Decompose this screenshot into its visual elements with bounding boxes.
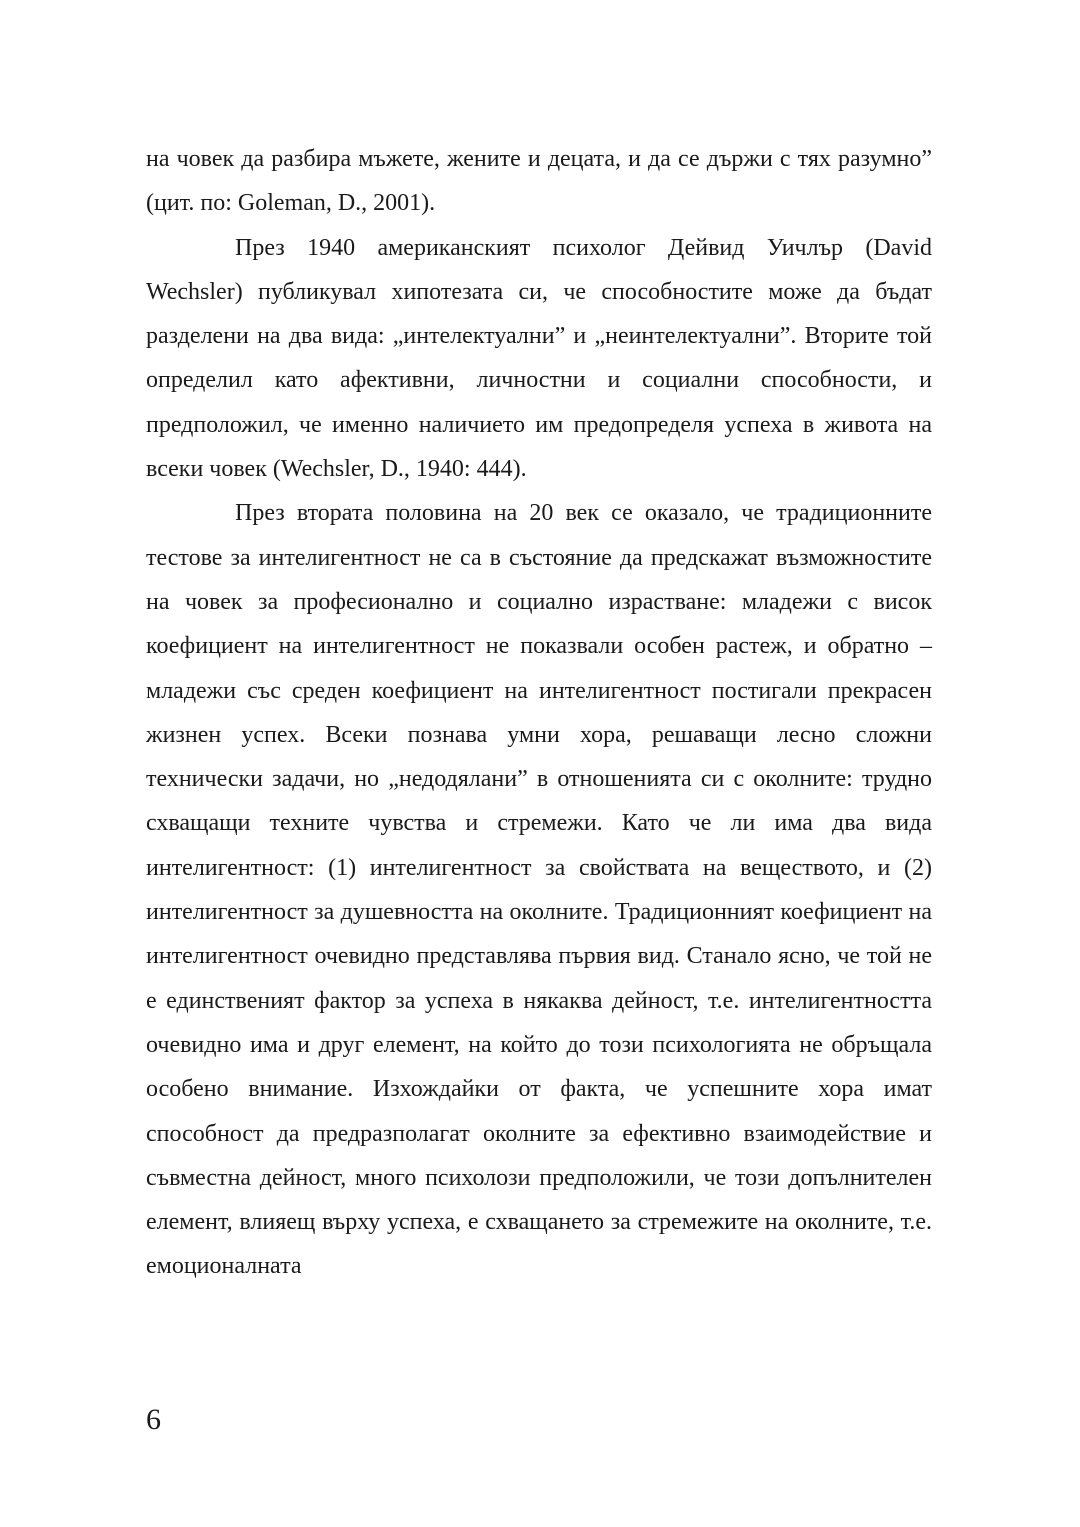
paragraph-continuation: на човек да разбира мъжете, жените и децата, и да се държи с тях разумно” (цит. по: Goleman, D., 2001). (146, 146, 932, 217)
paragraph-wechsler: През 1940 американският психолог Дейвид Уичлър (David Wechsler) публикувал хипотезата си, че способностите може да бъдат разделени на два вида: „интелектуални” и „неинтелектуални”. Вторите той определил като афективни, личностни и социални способности, и предположил, че именно наличието им предопределя успеха в живота на всеки човек (Wechsler, D., 1940: 444). (146, 234, 932, 483)
paragraph-intelligence-tests: През втората половина на 20 век се оказало, че традиционните тестове за интелигентност не са в състояние да предскажат възможностите на човек за професионално и социално израстване: младежи с висок коефициент на интелигентност не показвали особен растеж, и обратно – младежи със среден коефициент на интелигентност постигали прекрасен жизнен успех. Всеки познава умни хора, решаващи лесно сложни технически задачи, но „недодялани” в отношенията си с околните: трудно схващащи техните чувства и стремежи. Като че ли има два вида интелигентност: (1) интелигентност за свойствата на веществото, и (2) интелигентност за душевността на околните. Традиционният коефициент на интелигентност очевидно представлява първия вид. Станало ясно, че той не е единственият фактор за успеха в някаква дейност, т.е. интелигентността очевидно има и друг елемент, на който до този психологията не обръщала особено внимание. Изхождайки от факта, че успешните хора имат способност да предразполагат околните за ефективно взаимодействие и съвместна дейност, много психолози предположили, че този допълнителен елемент, влияещ върху успеха, е схващането за стремежите на околните, т.е. емоционалната (146, 500, 932, 1280)
page-body-text (146, 137, 932, 1289)
page-number: 6 (146, 1403, 161, 1436)
